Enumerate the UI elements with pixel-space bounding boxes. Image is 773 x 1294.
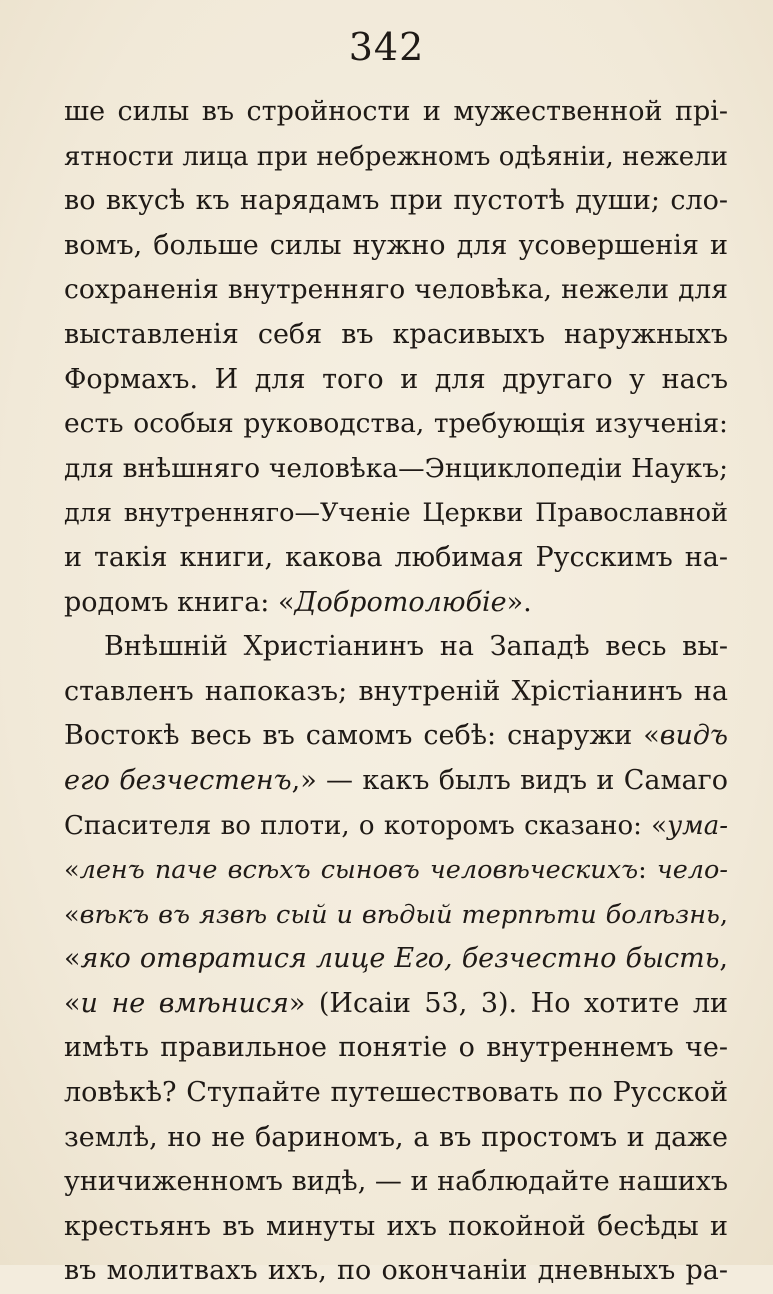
text-line xyxy=(64,1205,728,1250)
text-line xyxy=(64,625,728,670)
text-line xyxy=(64,313,728,358)
text-segment: « xyxy=(64,855,80,886)
text-segment: въ молитвахъ ихъ, по окончаніи дневныхъ ра- xyxy=(64,1255,728,1287)
text-segment: крестьянъ въ минуты ихъ покойной бесѣды и xyxy=(64,1210,728,1242)
text-line xyxy=(64,402,728,447)
text-segment: ». xyxy=(506,586,532,618)
italic-text: вѣкъ въ язвѣ сый и вѣдый терпѣти болѣзнь xyxy=(79,899,720,930)
italic-text: его безчестенъ xyxy=(64,764,292,796)
text-line xyxy=(64,90,728,135)
text-segment: родомъ книга: « xyxy=(64,586,295,618)
text-segment: Формахъ. И для того и для другаго у насъ xyxy=(64,363,728,395)
text-segment: есть особыя руководства, требующія изученія: xyxy=(64,408,728,440)
text-line xyxy=(64,179,728,224)
text-line xyxy=(64,224,728,269)
text-segment: « xyxy=(64,943,81,975)
italic-text: ленъ паче всѣхъ сыновъ человѣческихъ xyxy=(79,855,639,886)
text-segment: выставленія себя въ красивыхъ наружныхъ xyxy=(64,318,728,350)
text-line xyxy=(64,804,728,849)
text-line xyxy=(64,491,728,536)
text-line xyxy=(64,670,728,715)
text-segment: , xyxy=(719,943,728,975)
text-line xyxy=(64,1116,728,1161)
text-line xyxy=(64,358,728,403)
text-segment: , xyxy=(719,899,728,930)
text-segment: ставленъ напоказъ; внутреній Хрістіанинъ на xyxy=(64,675,728,707)
text-line xyxy=(64,1249,728,1294)
text-segment: : xyxy=(638,855,657,886)
text-line xyxy=(64,759,728,804)
text-segment: имѣть правильное понятіе о внутреннемъ че- xyxy=(64,1032,728,1064)
text-segment: » (Исаіи 53, 3). Но хотите ли xyxy=(288,987,728,1019)
text-segment: вомъ, больше силы нужно для усовершенія и xyxy=(64,229,728,261)
text-segment: ше силы въ стройности и мужественной прі- xyxy=(64,96,728,127)
text-line xyxy=(64,1026,728,1071)
text-segment: Внѣшній Христіанинъ на Западѣ весь вы- xyxy=(104,631,728,663)
text-segment: землѣ, но не бариномъ, а въ простомъ и даже xyxy=(64,1121,728,1153)
text-segment: ,» — какъ былъ видъ и Самаго xyxy=(291,764,728,796)
italic-text: видъ xyxy=(659,720,728,752)
text-segment: сохраненія внутренняго человѣка, нежели для xyxy=(64,274,728,306)
italic-text: ума- xyxy=(667,810,728,841)
text-segment: ятности лица при небрежномъ одѣяніи, нежели xyxy=(64,141,728,172)
text-segment: для внутренняго—Ученіе Церкви Православной xyxy=(64,498,728,529)
text-line xyxy=(64,536,728,581)
italic-text: яко отвратися лице Его, безчестно бысть xyxy=(80,943,720,975)
body-text xyxy=(64,90,728,1294)
italic-text: чело- xyxy=(656,855,728,886)
text-line xyxy=(64,982,728,1027)
text-line xyxy=(64,1160,728,1205)
text-segment: уничиженномъ видѣ, — и наблюдайте нашихъ xyxy=(64,1166,728,1198)
text-segment: Востокѣ весь въ самомъ себѣ: снаружи « xyxy=(64,720,660,752)
text-line xyxy=(64,135,728,180)
text-segment: ловѣкѣ? Ступайте путешествовать по Русской xyxy=(64,1077,728,1109)
text-line xyxy=(64,937,728,982)
text-line xyxy=(64,848,728,893)
text-segment: « xyxy=(64,987,81,1019)
text-line xyxy=(64,1071,728,1116)
page-number: 342 xyxy=(348,25,425,69)
text-line xyxy=(64,893,728,938)
italic-text: и не вмѣнися xyxy=(80,987,289,1019)
text-segment: Спасителя во плоти, о которомъ сказано: « xyxy=(64,810,668,841)
text-line xyxy=(64,447,728,492)
italic-text: Добротолюбіе xyxy=(294,586,507,618)
text-segment: « xyxy=(64,899,80,930)
text-line xyxy=(64,714,728,759)
text-segment: и такія книги, какова любимая Русскимъ на- xyxy=(64,541,728,573)
text-line xyxy=(64,268,728,313)
text-line xyxy=(64,581,728,626)
text-segment: во вкусѣ къ нарядамъ при пустотѣ души; сло- xyxy=(64,185,728,217)
text-segment: для внѣшняго человѣка—Энциклопедіи Наукъ; xyxy=(64,452,728,484)
